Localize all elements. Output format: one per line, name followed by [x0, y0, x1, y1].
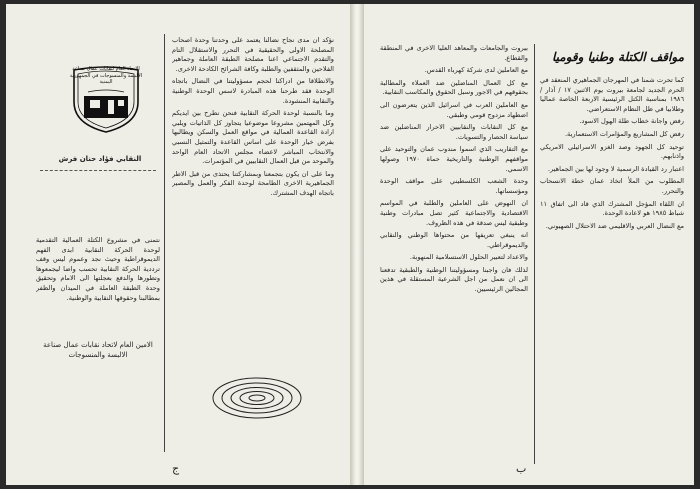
paragraph: وما على ان يكون بتجمعنا وبمشاركتنا يحتذى من قبل الاطر الجماهيرية الاخرى الطامحة لوحدة الفكر والعمل والمصير باتجاه الهدف المشترك. [172, 169, 334, 197]
page-number: ب [516, 462, 527, 475]
list-item: مع النضال العربي والاقليمي ضد الاحتلال الصهيوني. [545, 221, 684, 230]
list-item: وحدة الشعب الكلسطيني على مواقف الوحدة ومؤسساتها. [380, 177, 528, 195]
emblem-caption: الاتحاد العام لنقابات عمال صناعة الالبسة والمنسوجات في الجمهورية اليمنية [69, 66, 143, 85]
list-item: مع العاملين لدى شركة كهرباء القدس. [424, 66, 528, 75]
paragraph: كما تحرت شمنا في المهرجان الجماهيري المنعقد في الحرم الجديد لجامعة بيروت يوم الاثنين ١٧ / آذار / ١٩٨٦ بمناسبة الكتل الرئيسية الاربعة الخاصة عماليا وطلابيا في ظل النظام الاستعراضي. [540, 76, 684, 113]
right-page-first-column [540, 76, 684, 468]
list-item: مع كل العمال المناضلين ضد العملاء والمطالبة بحقوقهم في الاجور وسبل الحقوق والمكاسب النقابية. [380, 78, 528, 97]
page-number: ج [172, 462, 180, 475]
column-divider [534, 44, 535, 464]
paragraph: والانطلاقا من ادراكنا لحجم مسؤوليتنا في النضال باتجاه الوحدة فقد طرحنا هذه المبادرة لاسس الوحدة الوطنية والنقابية المنشودة. [172, 77, 334, 105]
list-item: بيروت والجامعات والمعاهد العليا الاخرى في المنطقة والقطاع. [380, 44, 528, 62]
list-item: مع التقاريب الذي اسموا مندوب عمان والتوحيد على مواقفهم الوطنية والتاريخية حماة ١٩٧٠ وصولها الاسمي. [380, 145, 528, 173]
author-signature: النقابي فؤاد حنان فرش [58, 155, 142, 163]
left-page [6, 4, 350, 485]
right-page-second-column [380, 44, 528, 468]
list-item: ان اللقاء المؤجل المشترك الذي قاد الى اتفاق ١١ شباط ١٩٨٥ هو لاعادة الوحدة. [540, 199, 684, 218]
paragraph: نتمنى في مشروع الكتلة العمالية التقدمية لوحدة الحركة النقابية ابدى الفهم الديموقراطية وحيث نجد وعموم ليس وقف ترددية الحركة النقابية تحسب واضا ليجمعوها وتطورها والدفع بعجلتها الى الامام وتحقيق وحدة الطبقة العاملة في الميدان والظفر بمطالبنا وحقوقها النقابية والوطنية. [36, 236, 160, 302]
document-spread [6, 4, 694, 485]
list-item: مع كل النقابات والنقابيين الاحرار المناضلين ضد سياسة الحصار والتسويات. [380, 123, 528, 141]
concentric-ellipses-icon [211, 376, 303, 420]
article-title: مواقف الكتلة وطنيا وقوميا [552, 50, 684, 64]
list-item: رفض واجانة خطاب طلة الهول الاسود. [579, 117, 684, 126]
list-item: ان النهوض على العاملين والطلبة في المواسم الاقتصادية والاجتماعية كثير تصل مبادرات وطنية وطبقية ليس صدقة في هذه الظروف. [380, 199, 528, 227]
dashed-separator [40, 170, 156, 171]
list-item: لذلك فان واجبنا ومسؤوليتنا الوطنية والطبقية تدفعنا الى ان نعمل من اجل الشرعية المستقلة في هذين المجالين الرئيسيين. [380, 265, 528, 294]
list-item: اعتبار رد القيادة الرسمية لا وجود لها بين الجماهير. [547, 164, 684, 173]
left-page-side-column [36, 236, 160, 332]
list-item: انه ينبغي تعريفها من محتواها الوطني والنقابي والديموقراطي. [380, 231, 528, 249]
book-gutter [350, 4, 364, 485]
list-item: توحيد كل الجهود وصد الغزو الاسرائيلي الامريكي واذنابهم. [540, 142, 684, 161]
list-item: مع العاملين العرب في اسرائيل الذين يتعرضون الى اضطهاد مزدوج قومي وطبقي. [380, 100, 528, 119]
right-page [364, 4, 694, 485]
secretary-signature: الامين العام لاتحاد نقابات عمال صناعة الالبسة والمنسوجات [43, 341, 153, 359]
column-divider [164, 34, 165, 452]
paragraph: نؤكد ان مدى نجاح نضالنا يعتمد على وحدتنا وحدة اصحاب المصلحة الاولى والحقيقية في التحرر والاستقلال التام والتقدم الاجتماعي اعنا مصلحة الطبقة العاملة وجماهير الفلاحين والمثقفين والطلبة وكافة الشرائح الكادحة الاخرى. [172, 36, 334, 73]
list-item: رفض كل المشاريع والمؤامرات الاستعمارية. [564, 129, 684, 138]
list-item: والاعداد لتعبير الحلول الاستسلامية المنهوبة. [409, 253, 528, 262]
paragraph: وما بالنسبة لوحدة الحركة النقابية فنحن نطرح بين ايديكم وكل المهتمين مشروعا موضوعيا يتجاوز كل الذاتيات ويلبي ارادة القاعدة العمالية في مواقع العمل والسكن ويطالبها بفرض خيار الوحدة على اساس القاعدة والتمثيل النسبي والانتخاب المباشر لاعضاء مجلس الاتحاد العام الواحد والموحد من قبل العمال النقابيين في المؤتمرات. [172, 109, 334, 166]
list-item: المطلوب من الملأ اتخاذ عمان خطة الانسحاب والتحرر. [540, 177, 684, 195]
